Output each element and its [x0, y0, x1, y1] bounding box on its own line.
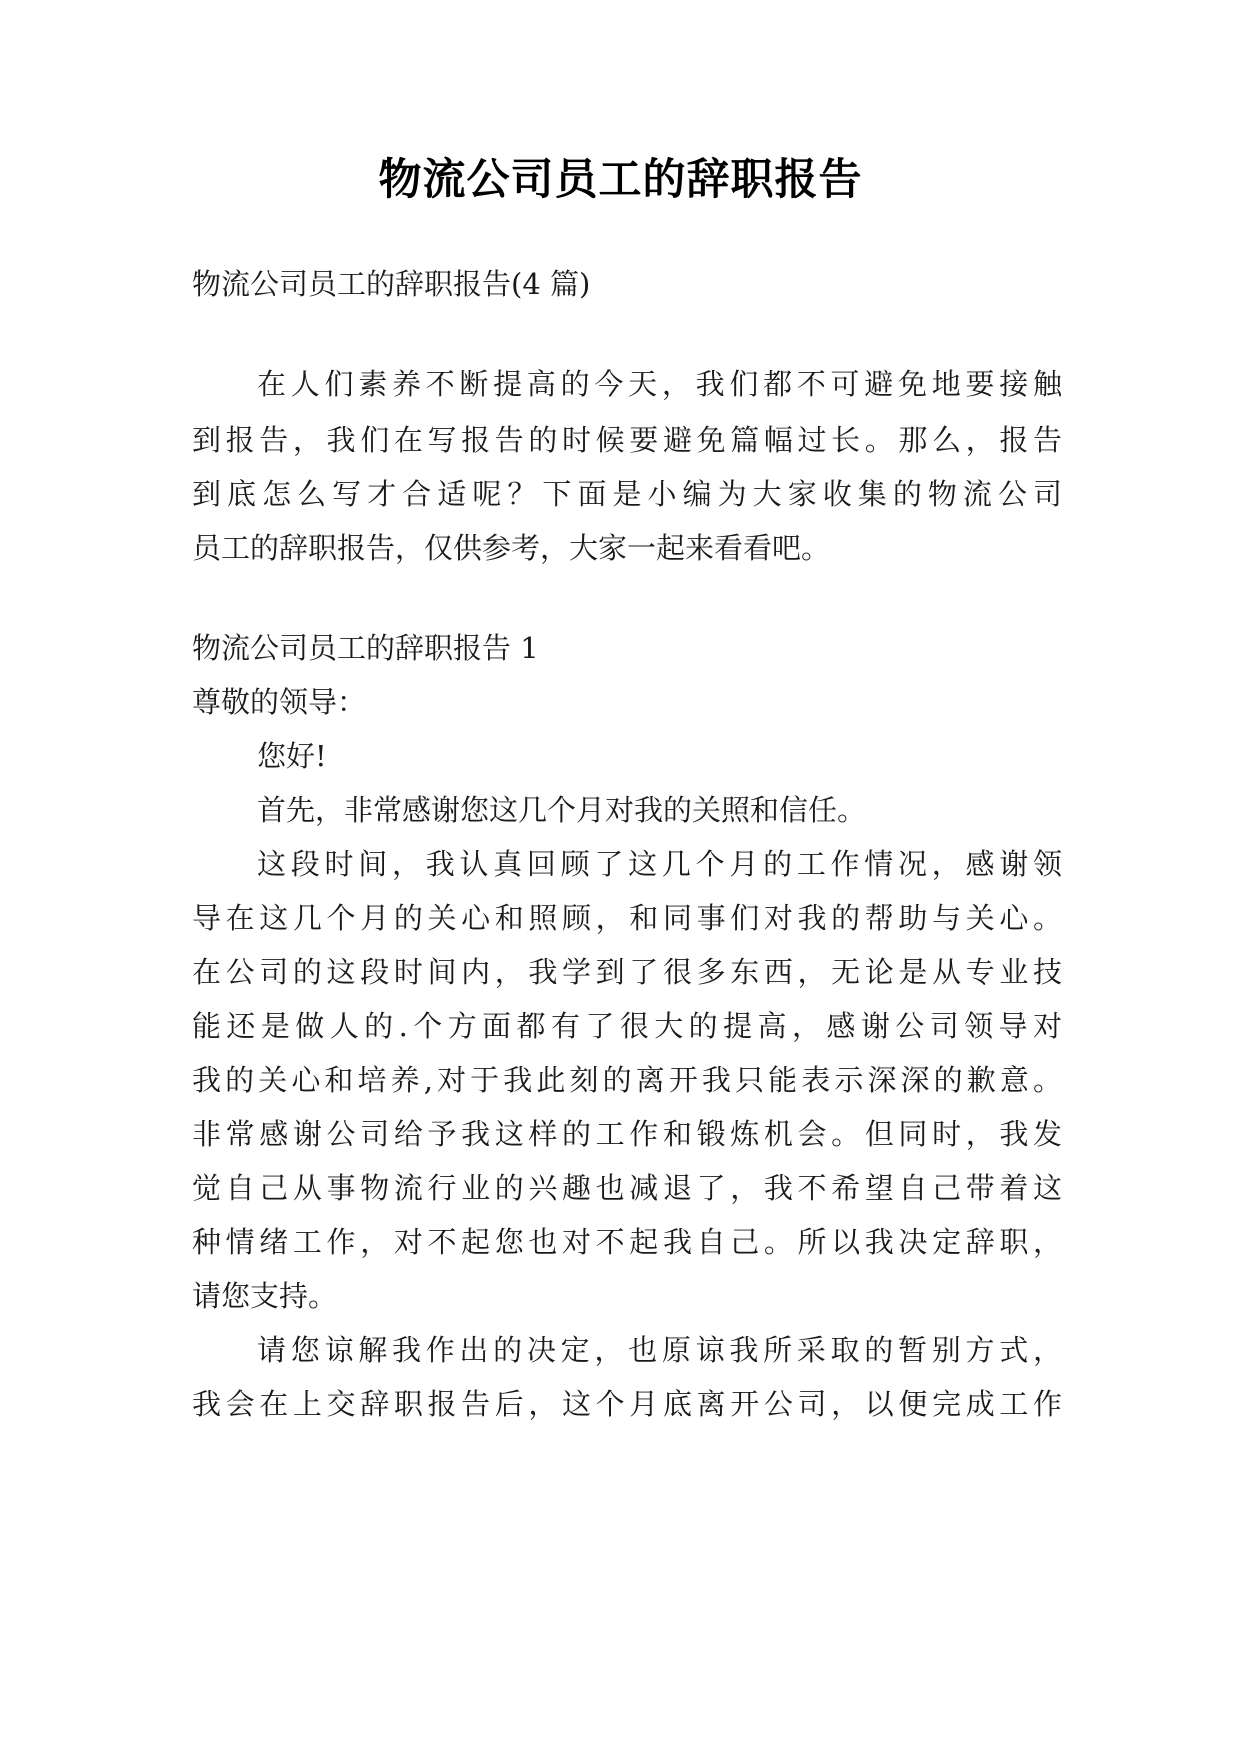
paragraph-line: 非常感谢公司给予我这样的工作和锻炼机会。但同时，我发: [192, 1117, 1062, 1151]
paragraph-line: 我会在上交辞职报告后，这个月底离开公司，以便完成工作: [192, 1387, 1062, 1421]
intro-line: 到底怎么写才合适呢？下面是小编为大家收集的物流公司: [192, 477, 1062, 511]
paragraph-line: 种情绪工作，对不起您也对不起我自己。所以我决定辞职，: [192, 1225, 1062, 1259]
section-heading: 物流公司员工的辞职报告 1: [192, 631, 539, 665]
paragraph-line: 我的关心和培养,对于我此刻的离开我只能表示深深的歉意。: [192, 1063, 1062, 1097]
paragraph-line: 请您谅解我作出的决定，也原谅我所采取的暂别方式，: [257, 1333, 1062, 1367]
document-title: 物流公司员工的辞职报告: [378, 155, 863, 205]
paragraph-line: 请您支持。: [192, 1279, 338, 1313]
intro-line: 员工的辞职报告，仅供参考，大家一起来看看吧。: [192, 531, 831, 565]
paragraph-line: 能还是做人的.个方面都有了很大的提高，感谢公司领导对: [192, 1009, 1062, 1043]
intro-line: 到报告，我们在写报告的时候要避免篇幅过长。那么，报告: [192, 423, 1062, 457]
paragraph-line: 首先，非常感谢您这几个月对我的关照和信任。: [257, 793, 867, 827]
paragraph-line: 觉自己从事物流行业的兴趣也减退了，我不希望自己带着这: [192, 1171, 1062, 1205]
document-subtitle: 物流公司员工的辞职报告(4 篇): [192, 267, 591, 301]
greeting: 您好!: [257, 739, 327, 773]
intro-line: 在人们素养不断提高的今天，我们都不可避免地要接触: [257, 367, 1062, 401]
paragraph-line: 这段时间，我认真回顾了这几个月的工作情况，感谢领: [257, 847, 1062, 881]
paragraph-line: 在公司的这段时间内，我学到了很多东西，无论是从专业技: [192, 955, 1062, 989]
salutation: 尊敬的领导：: [192, 685, 367, 719]
paragraph-line: 导在这几个月的关心和照顾，和同事们对我的帮助与关心。: [192, 901, 1062, 935]
